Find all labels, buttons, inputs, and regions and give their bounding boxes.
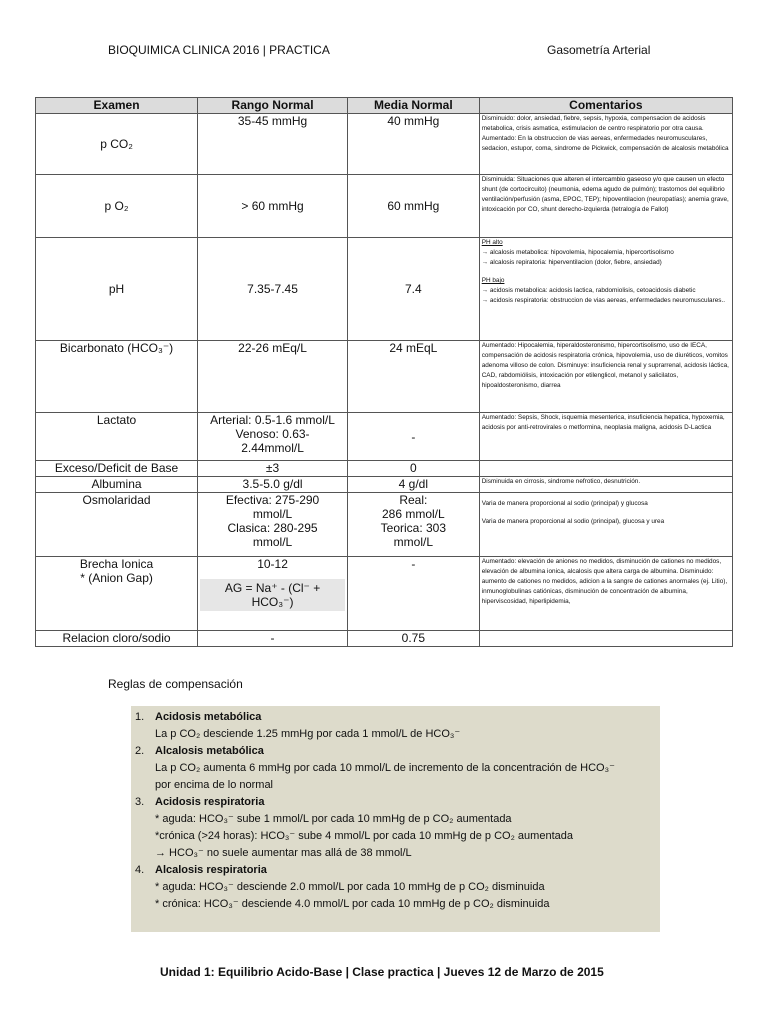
range-line: Arterial: 0.5-1.6 mmol/L bbox=[210, 413, 335, 427]
regla-heading: Alcalosis respiratoria bbox=[155, 864, 267, 876]
mean-cell bbox=[348, 493, 480, 557]
comment-cell: Disminuida: Situaciones que alteren el intercambio gaseoso y/o que causen un efecto shunt (de cortocircuito) (neumonia, edema agudo de pulmón); trastornos del equilibrio ventilación/perfusión (asma, EPOC, TEP); hipoventilacion (neuropatías); anemia grave, intoxicación por CO, shunt derecho-izquierda (tetralogía de Fallot) bbox=[479, 175, 732, 238]
range-line: 2.44mmol/L bbox=[241, 441, 304, 455]
mean-line: 286 mmol/L bbox=[381, 507, 445, 521]
regla-line: * aguda: HCO₃⁻ desciende 2.0 mmol/L por cada 10 mmHg de p CO₂ disminuida bbox=[155, 881, 545, 893]
ph-bajo-label: PH bajo bbox=[481, 277, 505, 284]
regla-heading: Acidosis metabólica bbox=[155, 711, 262, 723]
exam-cell: p CO₂ bbox=[36, 114, 198, 175]
mean-cell: 0 bbox=[348, 461, 480, 477]
range-line: Clasica: 280-295 bbox=[227, 521, 318, 535]
range-cell: 35-45 mmHg bbox=[198, 114, 348, 175]
regla-heading: Alcalosis metabólica bbox=[155, 745, 264, 757]
table-row-albumina bbox=[36, 477, 733, 493]
regla-item bbox=[131, 794, 660, 862]
regla-line: por encima de lo normal bbox=[155, 779, 274, 791]
exam-line: Brecha Ionica bbox=[79, 557, 154, 571]
comment-cell bbox=[479, 493, 732, 557]
exam-cell: Lactato bbox=[36, 413, 198, 461]
mean-cell: 4 g/dl bbox=[348, 477, 480, 493]
col-header-comentarios: Comentarios bbox=[479, 98, 732, 114]
comment-cell: Aumentado: elevación de aniones no medidos, disminución de cationes no medidos, elevación de albumina ionica, alcalosis que altera carga de albumina. Disminuido: aumento de cationes no medidos, adicion a la sangre de cationes anormales (ej. Litio), inmunoglobulinas catiónicas, disminución de concentración de albumina, hiperviscosidad, hiperlipidemia, bbox=[479, 557, 732, 631]
regla-line: → HCO₃⁻ no suele aumentar mas allá de 38 mmol/L bbox=[155, 847, 412, 859]
exam-cell: Relacion cloro/sodio bbox=[36, 631, 198, 647]
comment-line: Varia de manera proporcional al sodio (principal), glucosa y urea bbox=[481, 518, 665, 525]
range-line: Venoso: 0.63- bbox=[235, 427, 310, 441]
range-cell bbox=[198, 557, 348, 631]
table-row-ph bbox=[36, 238, 733, 341]
table-row-pco2 bbox=[36, 114, 733, 175]
range-cell: 22-26 mEq/L bbox=[198, 341, 348, 413]
range-line: 10-12 bbox=[257, 557, 288, 571]
comment-cell bbox=[479, 238, 732, 341]
mean-cell: 0.75 bbox=[348, 631, 480, 647]
table-row-lactato bbox=[36, 413, 733, 461]
mean-cell: 7.4 bbox=[348, 238, 480, 341]
range-cell: > 60 mmHg bbox=[198, 175, 348, 238]
regla-number: 4. bbox=[135, 864, 145, 876]
ph-alto-line: → alcalosis repiratoria: hiperventilacion (dolor, fiebre, ansiedad) bbox=[481, 259, 662, 266]
mean-line: Real: bbox=[399, 493, 428, 507]
comment-cell: Aumentado: Hipocalemia, hiperaldosteronismo, hipercortisolismo, uso de IECA, compensación de acidosis respiratoria crónica, hipovolemia, uso de diuréticos, vomitos adenoma villoso de colon. Disminuye: insuficiencia renal y suprarrenal, acidosis láctica, CAD, rabdomiólisis, intoxicación por etilenglicol, metanol y salicilatos, hipoaldosteronismo, diarrea bbox=[479, 341, 732, 413]
regla-line: La p CO₂ desciende 1.25 mmHg por cada 1 mmol/L de HCO₃⁻ bbox=[155, 728, 461, 740]
range-cell: - bbox=[198, 631, 348, 647]
regla-number: 1. bbox=[135, 711, 145, 723]
exam-cell: Albumina bbox=[36, 477, 198, 493]
range-cell bbox=[198, 493, 348, 557]
anion-gap-formula: AG = Na⁺ - (Cl⁻ + HCO₃⁻) bbox=[200, 579, 345, 611]
regla-item bbox=[131, 743, 660, 794]
mean-line: Teorica: 303 bbox=[380, 521, 447, 535]
regla-line: La p CO₂ aumenta 6 mmHg por cada 10 mmol/L de incremento de la concentración de HCO₃⁻ bbox=[155, 762, 615, 774]
comment-line: Varia de manera proporcional al sodio (principal) y glucosa bbox=[481, 500, 648, 507]
mean-line: mmol/L bbox=[393, 535, 434, 549]
table-row-bicarbonato bbox=[36, 341, 733, 413]
exam-cell: Exceso/Deficit de Base bbox=[36, 461, 198, 477]
table-row-exceso bbox=[36, 461, 733, 477]
exam-cell: Bicarbonato (HCO₃⁻) bbox=[36, 341, 198, 413]
regla-item bbox=[131, 862, 660, 913]
reglas-box bbox=[131, 706, 660, 932]
page-footer: Unidad 1: Equilibrio Acido-Base | Clase practica | Jueves 12 de Marzo de 2015 bbox=[160, 965, 604, 979]
range-cell: ±3 bbox=[198, 461, 348, 477]
comment-cell: Disminuida en cirrosis, sindrome nefrotico, desnutrición. bbox=[479, 477, 732, 493]
header-right: Gasometría Arterial bbox=[547, 43, 651, 57]
range-line: Efectiva: 275-290 bbox=[225, 493, 320, 507]
exam-cell: p O₂ bbox=[36, 175, 198, 238]
mean-cell: - bbox=[348, 413, 480, 461]
regla-item bbox=[131, 709, 660, 743]
mean-cell: 60 mmHg bbox=[348, 175, 480, 238]
comment-cell: Aumentado: Sepsis, Shock, isquemia mesenterica, insuficiencia hepatica, hypoxemia, acidosis por anti-retrovirales o metformina, neoplasia maligna, acidosis D-Lactica bbox=[479, 413, 732, 461]
comment-cell: Disminuido: dolor, ansiedad, fiebre, sepsis, hypoxia, compensacion de acidosis metabolica, crisis asmatica, estimulacion de centro respiratorio por otra causa. Aumentado: En la obstruccion de vias aereas, enfermedades neuromusculares, sedacion, estupor, coma, sindrome de Pickwick, compensación de alcalosis metabólica bbox=[479, 114, 732, 175]
exam-cell: Osmolaridad bbox=[36, 493, 198, 557]
table-row-brecha bbox=[36, 557, 733, 631]
ph-alto-label: PH alto bbox=[481, 239, 503, 246]
exam-line: * (Anion Gap) bbox=[80, 571, 153, 585]
ph-bajo-line: → acidosis metabolica: acidosis lactica, rabdomiolisis, cetoacidosis diabetic bbox=[481, 287, 696, 294]
regla-number: 2. bbox=[135, 745, 145, 757]
range-cell bbox=[198, 413, 348, 461]
col-header-rango: Rango Normal bbox=[198, 98, 348, 114]
table-row-osmolaridad bbox=[36, 493, 733, 557]
table-row-cloro-sodio bbox=[36, 631, 733, 647]
mean-cell: 40 mmHg bbox=[348, 114, 480, 175]
col-header-examen: Examen bbox=[36, 98, 198, 114]
comment-cell bbox=[479, 631, 732, 647]
ph-bajo-line: → acidosis respiratoria: obstruccion de vias aereas, enfermedades neuromusculares.. bbox=[481, 297, 726, 304]
comment-cell bbox=[479, 461, 732, 477]
gasometria-table bbox=[35, 97, 733, 647]
regla-line: *crónica (>24 horas): HCO₃⁻ sube 4 mmol/L por cada 10 mmHg de p CO₂ aumentada bbox=[155, 830, 573, 842]
range-line: mmol/L bbox=[252, 507, 293, 521]
table-header-row bbox=[36, 98, 733, 114]
exam-cell bbox=[36, 557, 198, 631]
range-cell: 3.5-5.0 g/dl bbox=[198, 477, 348, 493]
col-header-media: Media Normal bbox=[348, 98, 480, 114]
range-line: mmol/L bbox=[252, 535, 293, 549]
regla-line: * crónica: HCO₃⁻ desciende 4.0 mmol/L por cada 10 mmHg de p CO₂ disminuida bbox=[155, 898, 550, 910]
reglas-title: Reglas de compensación bbox=[108, 677, 243, 691]
header-left: BIOQUIMICA CLINICA 2016 | PRACTICA bbox=[108, 43, 330, 57]
ph-alto-line: → alcalosis metabolica: hipovolemia, hipocalemia, hipercortisolismo bbox=[481, 249, 674, 256]
regla-line: * aguda: HCO₃⁻ sube 1 mmol/L por cada 10 mmHg de p CO₂ aumentada bbox=[155, 813, 512, 825]
mean-cell: - bbox=[348, 557, 480, 631]
regla-heading: Acidosis respiratoria bbox=[155, 796, 265, 808]
regla-number: 3. bbox=[135, 796, 145, 808]
exam-cell: pH bbox=[36, 238, 198, 341]
range-cell: 7.35-7.45 bbox=[198, 238, 348, 341]
mean-cell: 24 mEqL bbox=[348, 341, 480, 413]
table-row-po2 bbox=[36, 175, 733, 238]
